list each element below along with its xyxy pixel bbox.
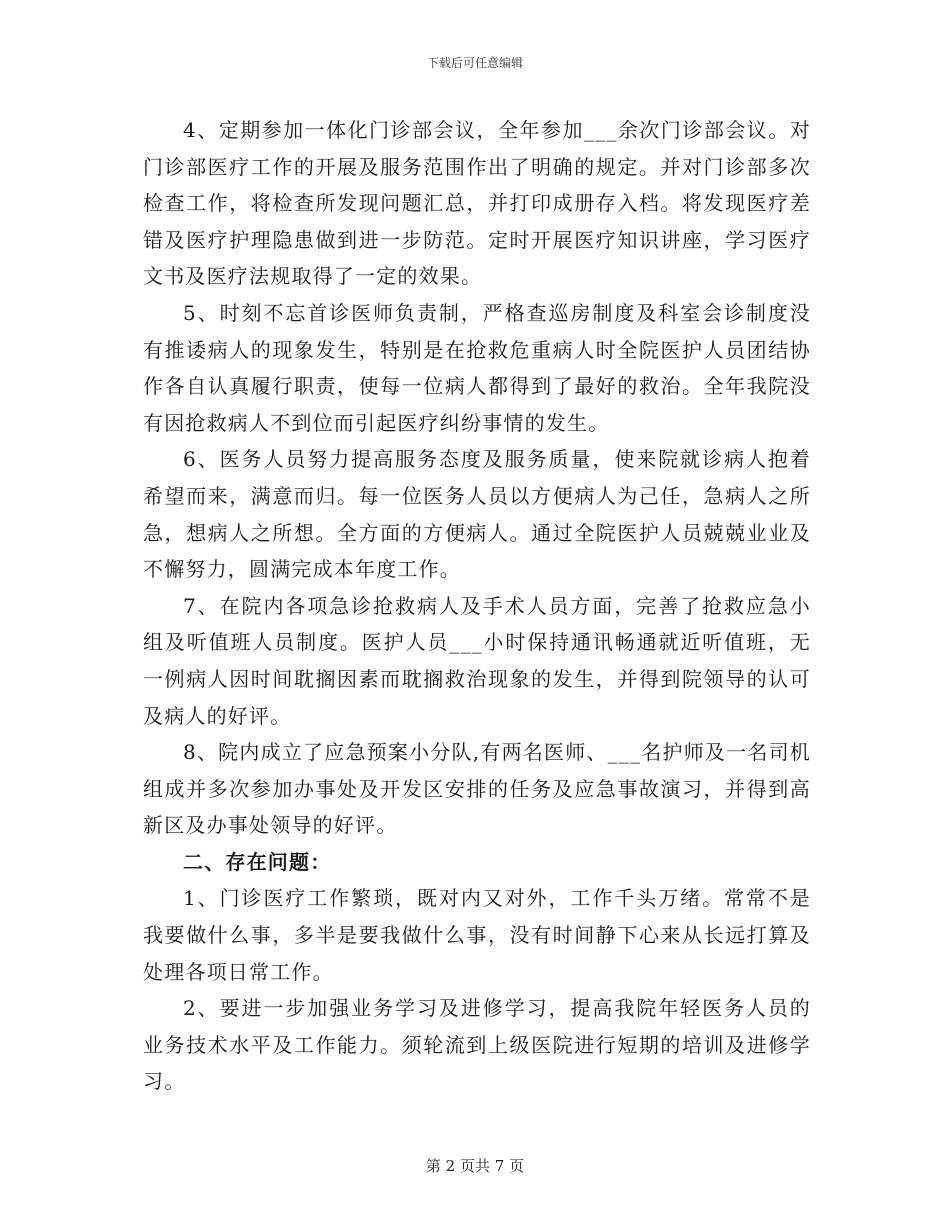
paragraph-item-4: 4、定期参加一体化门诊部会议，全年参加___余次门诊部会议。对门诊部医疗工作的开展及服务范围作出了明确的规定。并对门诊部多次检查工作，将检查所发现问题汇总，并打印成册存入档。将发现医疗差错及医疗护理隐患做到进一步防范。定时开展医疗知识讲座，学习医疗文书及医疗法规取得了一定的效果。 — [143, 118, 811, 289]
section-heading-problems: 二、存在问题： — [183, 849, 332, 874]
page-number-footer: 第 2 页共 7 页 — [425, 1157, 525, 1175]
paragraph-item-7: 7、在院内各项急诊抢救病人及手术人员方面，完善了抢救应急小组及听值班人员制度。医护人员___小时保持通讯畅通就近听值班，无一例病人因时间耽搁因素而耽搁救治现象的发生，并得到院领导的认可及病人的好评。 — [143, 593, 811, 728]
paragraph-item-6: 6、医务人员努力提高服务态度及服务质量，使来院就诊病人抱着希望而来，满意而归。每一位医务人员以方便病人为己任，急病人之所急，想病人之所想。全方面的方便病人。通过全院医护人员兢兢业业及不懈努力，圆满完成本年度工作。 — [143, 447, 811, 582]
paragraph-item-8: 8、院内成立了应急预案小分队,有两名医师、___名护师及一名司机组成并多次参加办事处及开发区安排的任务及应急事故演习，并得到高新区及办事处领导的好评。 — [143, 740, 811, 838]
page-header-note: 下载后可任意编辑 — [426, 56, 523, 70]
document-body — [143, 112, 811, 1100]
problem-item-2: 2、要进一步加强业务学习及进修学习，提高我院年轻医务人员的业务技术水平及工作能力。须轮流到上级医院进行短期的培训及进修学习。 — [143, 996, 811, 1094]
problem-item-1: 1、门诊医疗工作繁琐，既对内又对外，工作千头万绪。常常不是我要做什么事，多半是要我做什么事，没有时间静下心来从长远打算及处理各项日常工作。 — [143, 886, 811, 984]
paragraph-item-5: 5、时刻不忘首诊医师负责制，严格查巡房制度及科室会诊制度没有推诿病人的现象发生，特别是在抢救危重病人时全院医护人员团结协作各自认真履行职责，使每一位病人都得到了最好的救治。全年我院没有因抢救病人不到位而引起医疗纠纷事情的发生。 — [143, 300, 811, 435]
